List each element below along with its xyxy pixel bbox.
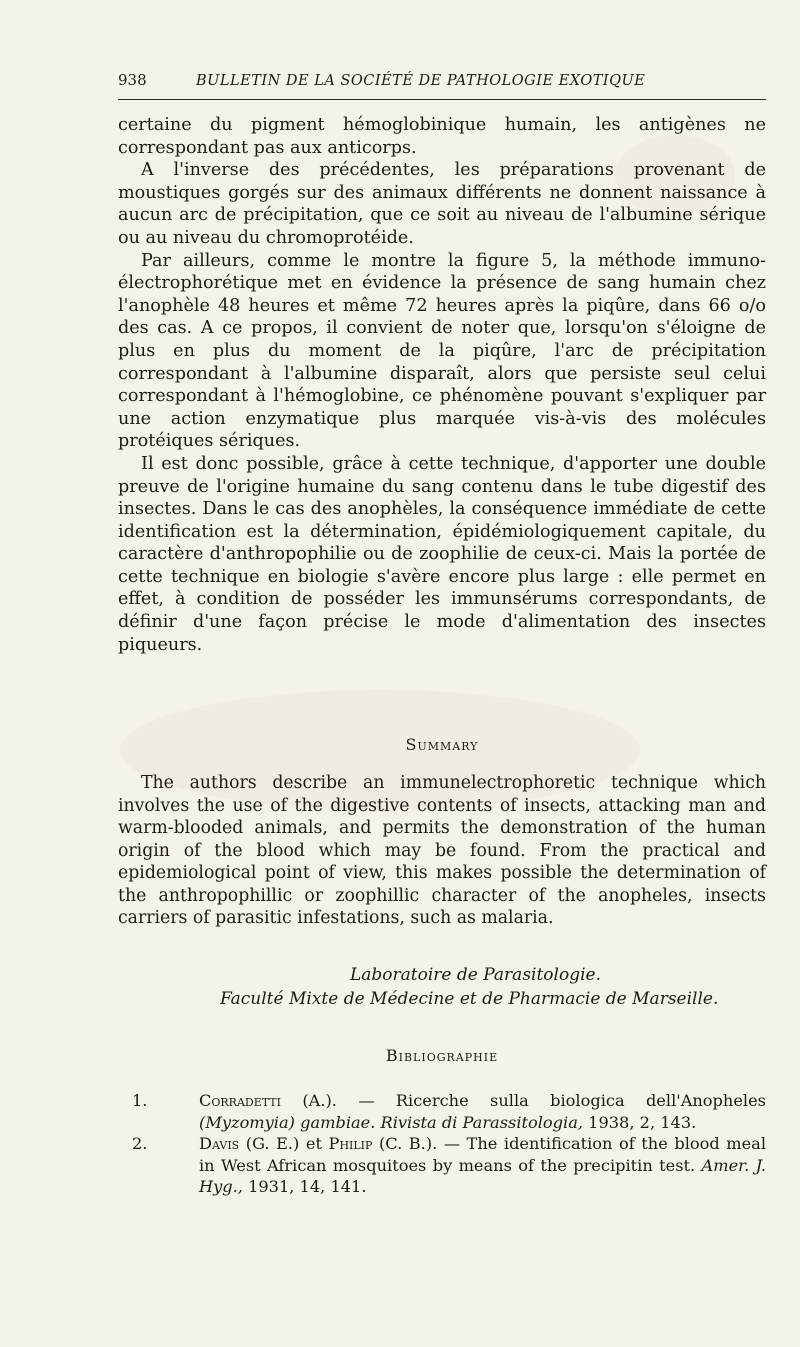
bibliography-heading: Bibliographie — [385, 1046, 499, 1065]
body-paragraph: A l'inverse des précédentes, les préparations provenant de moustiques gorgés sur des animaux différents ne donnent naissance à aucun arc de précipitation, que ce soit au niveau de l'albumine sérique ou au niveau du chromoprotéide. — [118, 160, 766, 248]
body-paragraph: certaine du pigment hémoglobinique humain, les antigènes ne correspondant pas aux anticorps. — [118, 115, 766, 158]
bibliography-initials: (A.). — [302, 1091, 337, 1110]
laboratory-name: Laboratoire de Parasitologie. — [350, 965, 601, 985]
header-rule — [118, 99, 766, 100]
summary-heading: Summary — [405, 735, 479, 754]
body-paragraph: Il est donc possible, grâce à cette technique, d'apporter une double preuve de l'origine humaine du sang contenu dans le tube digestif des insectes. Dans le cas des anophèles, la conséquence immédiate de cette identification est la détermination, épidémiologiquement capitale, du caractère d'anthropophilie ou de zoophilie de ceux-ci. Mais la portée de cette technique en biologie s'avère encore plus large : elle permet en effet, à condition de posséder les immunsérums correspondants, de définir d'une façon précise le mode d'alimentation des insectes piqueurs. — [118, 453, 766, 655]
bibliography-entry — [118, 1090, 766, 1133]
bibliography-details: 1931, 14, 141. — [242, 1177, 367, 1196]
bibliography-entry — [118, 1133, 766, 1198]
journal-title: BULLETIN DE LA SOCIÉTÉ DE PATHOLOGIE EXOTIQUE — [196, 73, 646, 89]
bibliography-title: — The identification of the blood meal in West African mosquitoes by means of the precipitin test. — [199, 1134, 767, 1175]
faculty-name: Faculté Mixte de Médecine et de Pharmacie de Marseille. — [220, 989, 719, 1009]
bibliography-list — [118, 1090, 766, 1198]
summary-text: The authors describe an immunelectrophoretic technique which involves the use of the digestive contents of insects, attacking man and warm-blooded animals, and permits the demonstration of the human origin of the blood which may be found. From the practical and epidemiological point of view, this makes possible the determination of the anthropophillic or zoophillic character of the anopheles, insects carriers of parasitic infestations, such as malaria. — [118, 773, 766, 928]
bibliography-number: 1. — [132, 1091, 148, 1110]
body-paragraph: Par ailleurs, comme le montre la figure 5, la méthode immuno-électrophorétique met en évidence la présence de sang humain chez l'anophèle 48 heures et même 72 heures après la piqûre, dans 66 o/o des cas. A ce propos, il convient de noter que, lorsqu'on s'éloigne de plus en plus du moment de la piqûre, l'arc de précipitation correspondant à l'albumine disparaît, alors que persiste seul celui correspondant à l'hémoglobine, ce phénomène pouvant s'expliquer par une action enzymatique plus marquée vis-à-vis des molécules protéiques sériques. — [118, 250, 766, 452]
bibliography-initials: (G. E.) et — [245, 1134, 322, 1153]
bibliography-species: (Myzomyia) gambiae. — [199, 1112, 376, 1132]
article-body — [118, 114, 766, 656]
bibliography-initials: (C. B.). — [378, 1134, 438, 1153]
bibliography-author: Philip — [328, 1134, 373, 1153]
bibliography-author: Corradetti — [199, 1091, 281, 1110]
bibliography-details: 1938, 2, 143. — [583, 1112, 697, 1132]
bibliography-author: Davis — [199, 1134, 240, 1153]
bibliography-number: 2. — [132, 1134, 148, 1153]
bibliography-journal: Rivista di Parassitologia, — [375, 1112, 584, 1132]
bibliography-journal: Amer. J. Hyg., — [199, 1155, 767, 1196]
page-number: 938 — [118, 71, 147, 89]
running-head — [118, 70, 766, 91]
bibliography-title: — Ricerche sulla biologica dell'Anopheles — [336, 1091, 766, 1110]
